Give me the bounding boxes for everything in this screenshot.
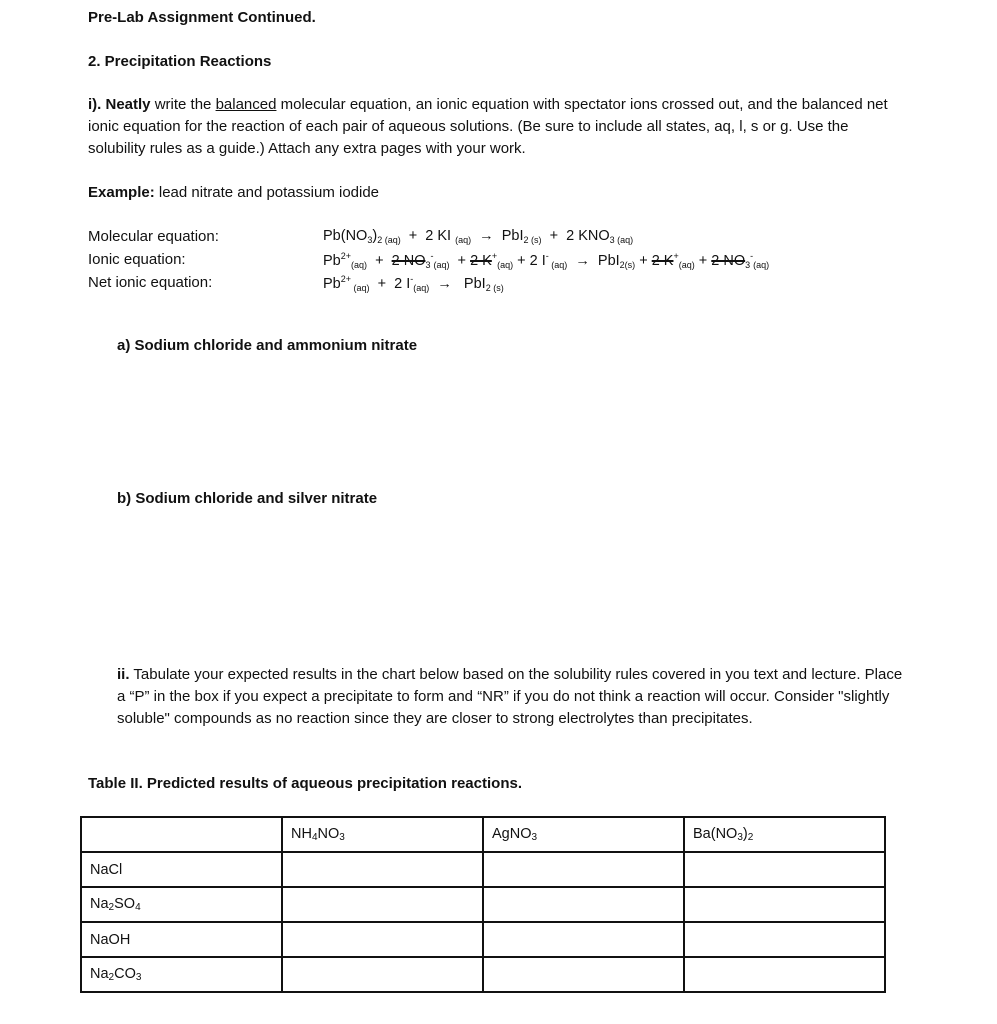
- example-label: Example:: [88, 184, 155, 201]
- row-header: [81, 887, 282, 922]
- equation-label: Net ionic equation:: [88, 274, 213, 291]
- formula-part: SO: [114, 896, 136, 912]
- formula-part: +: [367, 253, 392, 269]
- table-caption: Table II. Predicted results of aqueous precipitation reactions.: [88, 775, 522, 792]
- formula-part: 2: [108, 902, 115, 913]
- column-header: [282, 817, 483, 852]
- question-b: b) Sodium chloride and silver nitrate: [117, 490, 378, 507]
- answer-cell[interactable]: [282, 957, 483, 992]
- formula-part: 2 (s): [523, 235, 542, 245]
- formula-part: 3: [745, 260, 751, 270]
- formula-part: AgNO: [492, 826, 532, 842]
- formula-part: 2 (s): [485, 283, 504, 293]
- formula-part: Pb(NO: [323, 228, 368, 244]
- answer-cell[interactable]: [282, 922, 483, 957]
- formula-part: (aq): [497, 260, 514, 270]
- formula-part: 4: [135, 902, 141, 913]
- row-header: [81, 922, 282, 957]
- formula-part: 2+: [340, 251, 352, 261]
- column-header: [81, 817, 282, 852]
- answer-cell[interactable]: [684, 957, 885, 992]
- formula-part: (aq): [753, 260, 770, 270]
- table-row: [81, 957, 885, 992]
- formula-part: +: [635, 253, 652, 269]
- formula-part: (aq): [548, 260, 568, 270]
- bold-word: Neatly: [105, 96, 151, 113]
- answer-cell[interactable]: [684, 887, 885, 922]
- formula-part: + 2 KNO: [541, 228, 610, 244]
- column-header: [684, 817, 885, 852]
- formula-part: Pb: [323, 253, 341, 269]
- formula-part: -: [430, 251, 434, 261]
- answer-cell[interactable]: [483, 957, 684, 992]
- formula-part: NO: [317, 826, 340, 842]
- example-line: [88, 184, 379, 201]
- formula-part: 2+: [340, 274, 352, 284]
- section-title: 2. Precipitation Reactions: [88, 53, 272, 70]
- formula-part: 3: [737, 832, 743, 843]
- formula-part: NaCl: [90, 861, 123, 878]
- equation: [323, 228, 633, 245]
- formula-part: +: [449, 253, 471, 269]
- formula-part: (aq): [351, 283, 370, 293]
- part-i-prefix: i).: [88, 96, 106, 113]
- formula-part: 4: [311, 832, 318, 843]
- formula-part: 2: [108, 972, 115, 983]
- answer-cell[interactable]: [684, 852, 885, 887]
- formula-part: -: [545, 251, 549, 261]
- underlined-word: balanced: [215, 96, 277, 113]
- answer-cell[interactable]: [483, 887, 684, 922]
- formula-part: 3: [135, 972, 142, 983]
- formula-part: NaOH: [90, 931, 131, 948]
- formula-part: 2: [747, 832, 754, 843]
- equation: [323, 274, 504, 293]
- formula-part: 3 (aq): [609, 235, 634, 245]
- crossed-out-spectator-ion: 2 NO: [391, 253, 426, 269]
- answer-cell[interactable]: [684, 922, 885, 957]
- question-a: a) Sodium chloride and ammonium nitrate: [117, 337, 418, 354]
- formula-part: +: [673, 251, 679, 261]
- formula-part: + 2 I: [513, 253, 546, 269]
- formula-part: → PbI: [471, 228, 524, 244]
- formula-part: (aq): [413, 283, 430, 293]
- formula-part: + 2 I: [369, 276, 411, 292]
- formula-part: Ba(NO: [693, 826, 738, 842]
- equation-label: Ionic equation:: [88, 251, 186, 268]
- row-header: [81, 957, 282, 992]
- results-table: [80, 816, 886, 993]
- crossed-out-spectator-ion: 2 NO: [711, 253, 746, 269]
- formula-part: 3: [339, 832, 345, 843]
- formula-part: -: [750, 251, 754, 261]
- formula-part: -: [410, 274, 414, 284]
- formula-part: Na: [90, 896, 109, 912]
- formula-part: (aq): [433, 260, 450, 270]
- formula-part: 2 (aq): [377, 235, 401, 245]
- formula-part: (aq): [455, 235, 472, 245]
- instructions-part-i: [88, 94, 888, 160]
- formula-part: ): [742, 826, 748, 842]
- equation-label: Molecular equation:: [88, 228, 219, 245]
- formula-part: → PbI: [567, 253, 620, 269]
- formula-part: 3: [531, 832, 538, 843]
- answer-cell[interactable]: [282, 852, 483, 887]
- equation: [323, 251, 769, 270]
- formula-part: (aq): [678, 260, 695, 270]
- formula-part: NH: [291, 826, 312, 842]
- formula-part: + 2 KI: [400, 228, 456, 244]
- crossed-out-spectator-ion: 2 K: [651, 253, 674, 269]
- formula-part: Pb: [323, 276, 341, 292]
- page-title: Pre-Lab Assignment Continued.: [88, 9, 316, 26]
- text: write the: [150, 96, 216, 113]
- formula-part: +: [491, 251, 498, 261]
- text: Tabulate your expected results in the chart below based on the solubility rules covered in you text and lecture. Place a “P” in the box if you expect a precipitate to form and “NR” if you do not think a reaction will occur. Consider "slightly soluble" compounds as no reaction since they are closer to strong electrolytes than precipitates.: [117, 666, 903, 727]
- answer-cell[interactable]: [483, 852, 684, 887]
- table-row: [81, 852, 885, 887]
- crossed-out-spectator-ion: 2 K: [470, 253, 492, 269]
- formula-part: ): [372, 228, 378, 244]
- formula-part: Na: [90, 966, 109, 982]
- example-text: lead nitrate and potassium iodide: [154, 184, 380, 201]
- formula-part: → PbI: [429, 276, 486, 292]
- column-header: [483, 817, 684, 852]
- formula-part: +: [694, 253, 712, 269]
- part-ii-prefix: ii.: [117, 666, 130, 683]
- instructions-part-ii: [117, 664, 912, 730]
- formula-part: CO: [114, 966, 136, 982]
- table-row: [81, 887, 885, 922]
- formula-part: 2(s): [619, 260, 636, 270]
- answer-cell[interactable]: [282, 887, 483, 922]
- formula-part: 3: [425, 260, 431, 270]
- answer-cell[interactable]: [483, 922, 684, 957]
- table-header-row: [81, 817, 885, 852]
- formula-part: (aq): [351, 260, 368, 270]
- formula-part: 3: [367, 235, 373, 245]
- text: molecular equation, an ionic equation with spectator ions crossed out, and the balanced net ionic equation for the reaction of each pair of aqueous solutions. (Be sure to include all states, aq, l, s or g. Use the solubility rules as a guide.) Attach any extra pages with your work.: [88, 96, 888, 157]
- table-row: [81, 922, 885, 957]
- row-header: [81, 852, 282, 887]
